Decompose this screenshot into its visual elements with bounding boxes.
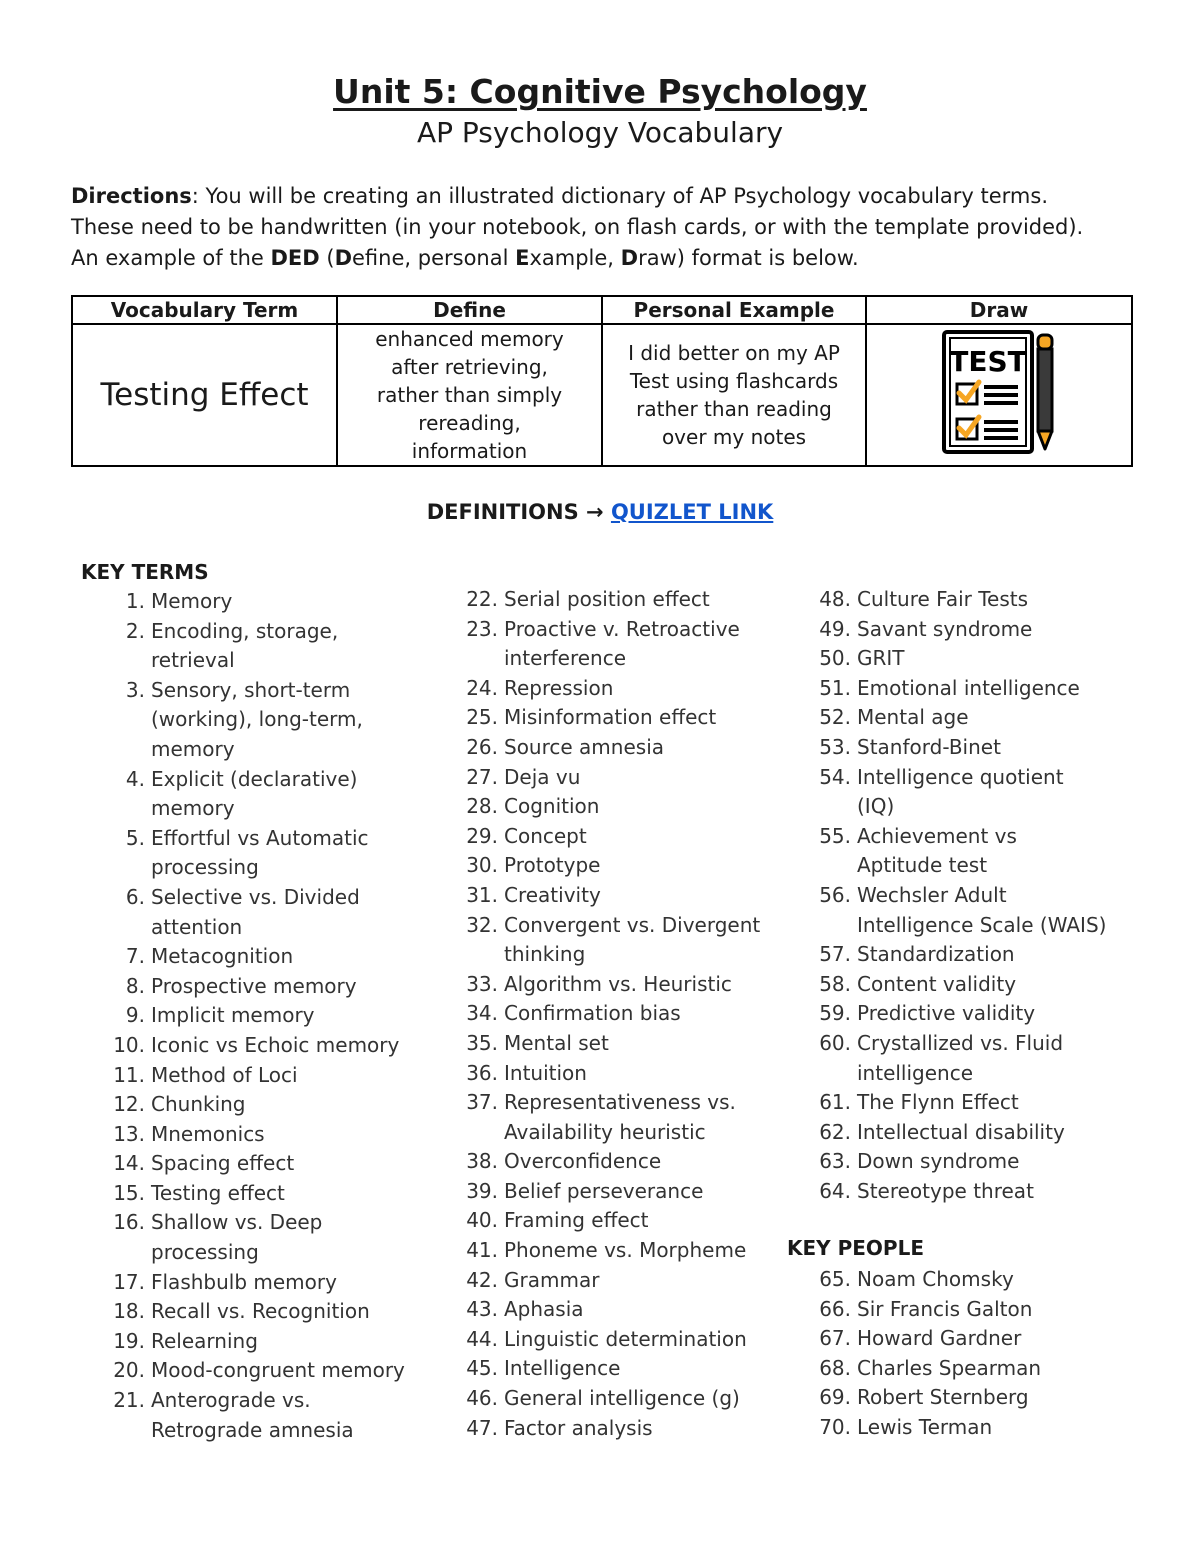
item-text: interference xyxy=(504,646,627,671)
item-number: 6. xyxy=(125,884,145,909)
item-number: 28. xyxy=(466,794,498,819)
definition-line: enhanced memory xyxy=(375,327,564,351)
list-item xyxy=(453,792,798,822)
item-number: 63. xyxy=(819,1149,851,1174)
item-number: 31. xyxy=(466,882,498,907)
list-item xyxy=(806,1177,1151,1207)
item-text: Achievement vs xyxy=(857,823,1017,848)
directions-line3-prefix: An example of the xyxy=(71,246,271,270)
example-line: rather than reading xyxy=(636,397,832,421)
item-text: Framing effect xyxy=(504,1208,649,1233)
item-text: Creativity xyxy=(504,882,601,907)
ded-draw-rest: raw) format is below. xyxy=(638,246,859,270)
item-number: 17. xyxy=(113,1269,145,1294)
definition-line: information xyxy=(411,439,528,463)
item-number: 26. xyxy=(466,734,498,759)
list-item xyxy=(806,1383,1151,1413)
definition-line: after retrieving, xyxy=(391,355,548,379)
item-text: Content validity xyxy=(857,971,1017,996)
item-text: Mental age xyxy=(857,705,969,730)
item-text: memory xyxy=(151,796,235,821)
list-item xyxy=(100,765,445,824)
item-text: Anterograde vs. xyxy=(151,1388,311,1413)
test-checklist-and-pencil-icon xyxy=(934,327,1064,457)
item-number: 50. xyxy=(819,646,851,671)
list-item xyxy=(100,824,445,883)
list-item xyxy=(453,674,798,704)
item-text: Sensory, short-term xyxy=(151,677,351,702)
item-text: Prospective memory xyxy=(151,973,357,998)
item-text: Intelligence xyxy=(504,1356,621,1381)
key-people-list xyxy=(806,1265,1151,1443)
item-text: Linguistic determination xyxy=(504,1326,747,1351)
list-item xyxy=(806,585,1151,615)
item-number: 54. xyxy=(819,764,851,789)
item-number: 12. xyxy=(113,1092,145,1117)
item-text: Method of Loci xyxy=(151,1062,298,1087)
item-number: 59. xyxy=(819,1001,851,1026)
item-number: 30. xyxy=(466,853,498,878)
list-item xyxy=(100,1090,445,1120)
list-item xyxy=(453,1177,798,1207)
item-number: 45. xyxy=(466,1356,498,1381)
item-number: 29. xyxy=(466,823,498,848)
ded-define-rest: efine, personal xyxy=(352,246,516,270)
item-number: 8. xyxy=(125,973,145,998)
item-number: 67. xyxy=(819,1326,851,1351)
header-draw: Draw xyxy=(866,296,1132,324)
item-text: Howard Gardner xyxy=(857,1326,1022,1351)
list-item xyxy=(100,1297,445,1327)
item-text: Relearning xyxy=(151,1328,258,1353)
item-text: Mood-congruent memory xyxy=(151,1358,405,1383)
item-number: 58. xyxy=(819,971,851,996)
list-item xyxy=(806,1354,1151,1384)
list-item xyxy=(453,1147,798,1177)
item-number: 9. xyxy=(125,1003,145,1028)
list-item xyxy=(806,822,1151,881)
item-text: GRIT xyxy=(857,646,905,671)
item-number: 23. xyxy=(466,616,498,641)
item-text: Savant syndrome xyxy=(857,616,1033,641)
item-number: 70. xyxy=(819,1414,851,1439)
key-people-heading: KEY PEOPLE xyxy=(787,1236,924,1260)
item-text: Grammar xyxy=(504,1267,600,1292)
item-number: 62. xyxy=(819,1119,851,1144)
item-text: Retrograde amnesia xyxy=(151,1417,354,1442)
item-number: 21. xyxy=(113,1388,145,1413)
list-item xyxy=(453,1384,798,1414)
item-text: processing xyxy=(151,855,259,880)
list-item xyxy=(100,1268,445,1298)
list-item xyxy=(453,763,798,793)
item-text: retrieval xyxy=(151,648,235,673)
item-number: 51. xyxy=(819,675,851,700)
item-number: 34. xyxy=(466,1001,498,1026)
item-number: 57. xyxy=(819,942,851,967)
list-item xyxy=(806,644,1151,674)
item-text: intelligence xyxy=(857,1060,974,1085)
item-text: Emotional intelligence xyxy=(857,675,1080,700)
item-text: Memory xyxy=(151,589,233,613)
item-number: 68. xyxy=(819,1355,851,1380)
list-item xyxy=(453,1325,798,1355)
list-item xyxy=(453,999,798,1029)
item-number: 27. xyxy=(466,764,498,789)
item-text: Lewis Terman xyxy=(857,1414,993,1439)
list-item xyxy=(806,1295,1151,1325)
list-item xyxy=(100,1001,445,1031)
header-define: Define xyxy=(337,296,602,324)
directions-line2: These need to be handwritten (in your notebook, on flash cards, or with the template provided). xyxy=(71,215,1084,239)
list-item xyxy=(806,999,1151,1029)
item-text: Selective vs. Divided xyxy=(151,884,360,909)
ded-example-rest: xample, xyxy=(529,246,621,270)
list-item xyxy=(806,703,1151,733)
item-text: Concept xyxy=(504,823,587,848)
list-item xyxy=(453,1029,798,1059)
item-text: Mental set xyxy=(504,1030,609,1055)
item-text: Aptitude test xyxy=(857,853,988,878)
list-item xyxy=(453,615,798,674)
item-number: 35. xyxy=(466,1030,498,1055)
list-item xyxy=(806,1147,1151,1177)
list-item xyxy=(100,972,445,1002)
item-text: The Flynn Effect xyxy=(857,1090,1019,1115)
item-number: 5. xyxy=(125,825,145,850)
item-text: (IQ) xyxy=(857,794,895,819)
list-item xyxy=(453,1295,798,1325)
item-number: 33. xyxy=(466,971,498,996)
item-number: 46. xyxy=(466,1386,498,1411)
item-text: Charles Spearman xyxy=(857,1355,1041,1380)
item-number: 15. xyxy=(113,1180,145,1205)
list-item xyxy=(100,1356,445,1386)
item-text: Down syndrome xyxy=(857,1149,1020,1174)
list-item xyxy=(100,1327,445,1357)
item-text: Culture Fair Tests xyxy=(857,587,1029,611)
list-item xyxy=(453,1088,798,1147)
list-item xyxy=(453,1354,798,1384)
list-item xyxy=(806,1413,1151,1443)
ded-letter-d: D xyxy=(334,246,353,270)
item-text: Overconfidence xyxy=(504,1149,662,1174)
item-number: 48. xyxy=(819,587,851,611)
item-text: Stereotype threat xyxy=(857,1178,1034,1203)
item-text: Source amnesia xyxy=(504,734,664,759)
item-number: 64. xyxy=(819,1178,851,1203)
item-text: Intellectual disability xyxy=(857,1119,1065,1144)
item-text: Algorithm vs. Heuristic xyxy=(504,971,732,996)
page-title: Unit 5: Cognitive Psychology xyxy=(333,72,867,111)
item-text: Serial position effect xyxy=(504,587,710,611)
list-item xyxy=(453,822,798,852)
list-item xyxy=(100,617,445,676)
example-line: Test using flashcards xyxy=(629,369,839,393)
list-item xyxy=(453,703,798,733)
item-number: 32. xyxy=(466,912,498,937)
list-item xyxy=(806,615,1151,645)
list-item xyxy=(100,1031,445,1061)
item-text: Confirmation bias xyxy=(504,1001,681,1026)
item-number: 20. xyxy=(113,1358,145,1383)
list-item xyxy=(806,1088,1151,1118)
list-item xyxy=(100,676,445,765)
item-text: Prototype xyxy=(504,853,601,878)
item-number: 25. xyxy=(466,705,498,730)
list-item xyxy=(100,587,445,617)
item-text: Robert Sternberg xyxy=(857,1385,1029,1410)
item-text: Standardization xyxy=(857,942,1015,967)
ded-letter-d2: D xyxy=(620,246,639,270)
list-item xyxy=(453,1059,798,1089)
item-number: 52. xyxy=(819,705,851,730)
item-text: Effortful vs Automatic xyxy=(151,825,369,850)
list-item xyxy=(453,733,798,763)
example-definition xyxy=(337,324,602,466)
key-terms-list-column-2 xyxy=(453,585,798,1443)
page-subtitle: AP Psychology Vocabulary xyxy=(416,116,784,149)
item-text: Flashbulb memory xyxy=(151,1269,337,1294)
definition-line: rather than simply xyxy=(376,383,563,407)
item-text: Cognition xyxy=(504,794,600,819)
header-vocabulary-term: Vocabulary Term xyxy=(72,296,337,324)
item-text: Convergent vs. Divergent xyxy=(504,912,761,937)
quizlet-link[interactable]: QUIZLET LINK xyxy=(610,500,774,524)
example-line: over my notes xyxy=(661,425,807,449)
list-item xyxy=(806,881,1151,940)
item-number: 2. xyxy=(125,618,145,643)
definitions-label: DEFINITIONS → xyxy=(426,500,611,524)
definition-line: rereading, xyxy=(418,411,521,435)
list-item xyxy=(453,1414,798,1444)
item-text: Explicit (declarative) xyxy=(151,766,358,791)
list-item xyxy=(806,1324,1151,1354)
item-text: Misinformation effect xyxy=(504,705,717,730)
item-text: Crystallized vs. Fluid xyxy=(857,1030,1064,1055)
item-number: 61. xyxy=(819,1090,851,1115)
list-item xyxy=(100,1208,445,1267)
item-text: Implicit memory xyxy=(151,1003,315,1028)
example-drawing xyxy=(866,324,1132,466)
list-item xyxy=(100,1386,445,1445)
item-number: 3. xyxy=(125,677,145,702)
item-number: 69. xyxy=(819,1385,851,1410)
list-item xyxy=(806,970,1151,1000)
item-text: Availability heuristic xyxy=(504,1119,706,1144)
item-text: thinking xyxy=(504,942,586,967)
key-terms-list-column-3 xyxy=(806,585,1151,1206)
item-text: memory xyxy=(151,736,235,761)
item-text: Noam Chomsky xyxy=(857,1267,1014,1291)
item-text: Predictive validity xyxy=(857,1001,1036,1026)
item-text: Repression xyxy=(504,675,614,700)
item-text: Stanford-Binet xyxy=(857,734,1001,759)
item-text: attention xyxy=(151,914,243,939)
item-text: General intelligence (g) xyxy=(504,1386,740,1411)
list-item xyxy=(100,1149,445,1179)
header-personal-example: Personal Example xyxy=(602,296,866,324)
item-text: Sir Francis Galton xyxy=(857,1296,1033,1321)
directions-label: Directions xyxy=(71,184,192,208)
item-number: 56. xyxy=(819,882,851,907)
item-text: Chunking xyxy=(151,1092,246,1117)
item-number: 10. xyxy=(113,1032,145,1057)
item-text: Phoneme vs. Morpheme xyxy=(504,1238,747,1263)
item-text: Spacing effect xyxy=(151,1151,295,1176)
item-text: Deja vu xyxy=(504,764,581,789)
item-text: Shallow vs. Deep xyxy=(151,1210,323,1235)
item-text: Intuition xyxy=(504,1060,587,1085)
item-number: 24. xyxy=(466,675,498,700)
list-item xyxy=(100,1120,445,1150)
list-item xyxy=(100,942,445,972)
item-text: Aphasia xyxy=(504,1297,584,1322)
list-item xyxy=(453,851,798,881)
item-text: Belief perseverance xyxy=(504,1178,704,1203)
item-number: 37. xyxy=(466,1090,498,1115)
item-text: Representativeness vs. xyxy=(504,1090,736,1115)
example-table xyxy=(71,295,1133,467)
directions-paren: ( xyxy=(319,246,335,270)
list-item xyxy=(806,940,1151,970)
item-number: 41. xyxy=(466,1238,498,1263)
item-number: 42. xyxy=(466,1267,498,1292)
item-text: Intelligence Scale (WAIS) xyxy=(857,912,1107,937)
directions xyxy=(71,181,1151,274)
list-item xyxy=(806,733,1151,763)
item-text: Encoding, storage, xyxy=(151,618,339,643)
list-item xyxy=(806,763,1151,822)
item-number: 1. xyxy=(125,589,145,613)
item-text: Recall vs. Recognition xyxy=(151,1299,370,1324)
key-terms-heading: KEY TERMS xyxy=(81,560,209,584)
item-number: 11. xyxy=(113,1062,145,1087)
item-number: 47. xyxy=(466,1415,498,1440)
item-text: Mnemonics xyxy=(151,1121,265,1146)
directions-line3 xyxy=(71,243,1151,274)
item-number: 13. xyxy=(113,1121,145,1146)
ded-letter-e: E xyxy=(515,246,530,270)
item-text: Iconic vs Echoic memory xyxy=(151,1032,400,1057)
list-item xyxy=(453,881,798,911)
list-item xyxy=(453,1206,798,1236)
item-text: Metacognition xyxy=(151,944,294,969)
item-number: 38. xyxy=(466,1149,498,1174)
list-item xyxy=(100,1061,445,1091)
item-text: (working), long-term, xyxy=(151,707,363,732)
list-item xyxy=(453,1266,798,1296)
example-personal xyxy=(602,324,866,466)
item-number: 19. xyxy=(113,1328,145,1353)
item-number: 18. xyxy=(113,1299,145,1324)
list-item xyxy=(100,883,445,942)
item-text: Intelligence quotient xyxy=(857,764,1064,789)
example-line: I did better on my AP xyxy=(628,341,840,365)
test-label: TEST xyxy=(949,344,1027,378)
item-number: 39. xyxy=(466,1178,498,1203)
item-number: 7. xyxy=(125,944,145,969)
directions-line1: : You will be creating an illustrated dictionary of AP Psychology vocabulary terms. xyxy=(191,184,1048,208)
item-number: 66. xyxy=(819,1296,851,1321)
definitions-heading xyxy=(0,496,1200,528)
item-text: Testing effect xyxy=(151,1180,285,1205)
key-terms-list-column-1 xyxy=(100,587,445,1445)
list-item xyxy=(453,1236,798,1266)
item-number: 36. xyxy=(466,1060,498,1085)
example-term: Testing Effect xyxy=(72,324,337,466)
ded-acronym: DED xyxy=(270,246,320,270)
item-number: 65. xyxy=(819,1267,851,1291)
item-number: 16. xyxy=(113,1210,145,1235)
item-number: 49. xyxy=(819,616,851,641)
item-text: Factor analysis xyxy=(504,1415,653,1440)
item-number: 4. xyxy=(125,766,145,791)
item-text: Wechsler Adult xyxy=(857,882,1007,907)
list-item xyxy=(100,1179,445,1209)
item-number: 44. xyxy=(466,1326,498,1351)
list-item xyxy=(806,1265,1151,1295)
item-text: processing xyxy=(151,1240,259,1265)
list-item xyxy=(453,970,798,1000)
item-number: 43. xyxy=(466,1297,498,1322)
list-item xyxy=(453,911,798,970)
item-text: Proactive v. Retroactive xyxy=(504,616,740,641)
item-number: 53. xyxy=(819,734,851,759)
list-item xyxy=(806,1118,1151,1148)
item-number: 40. xyxy=(466,1208,498,1233)
list-item xyxy=(806,674,1151,704)
item-number: 60. xyxy=(819,1030,851,1055)
item-number: 22. xyxy=(466,587,498,611)
list-item xyxy=(806,1029,1151,1088)
list-item xyxy=(453,585,798,615)
item-number: 14. xyxy=(113,1151,145,1176)
item-number: 55. xyxy=(819,823,851,848)
